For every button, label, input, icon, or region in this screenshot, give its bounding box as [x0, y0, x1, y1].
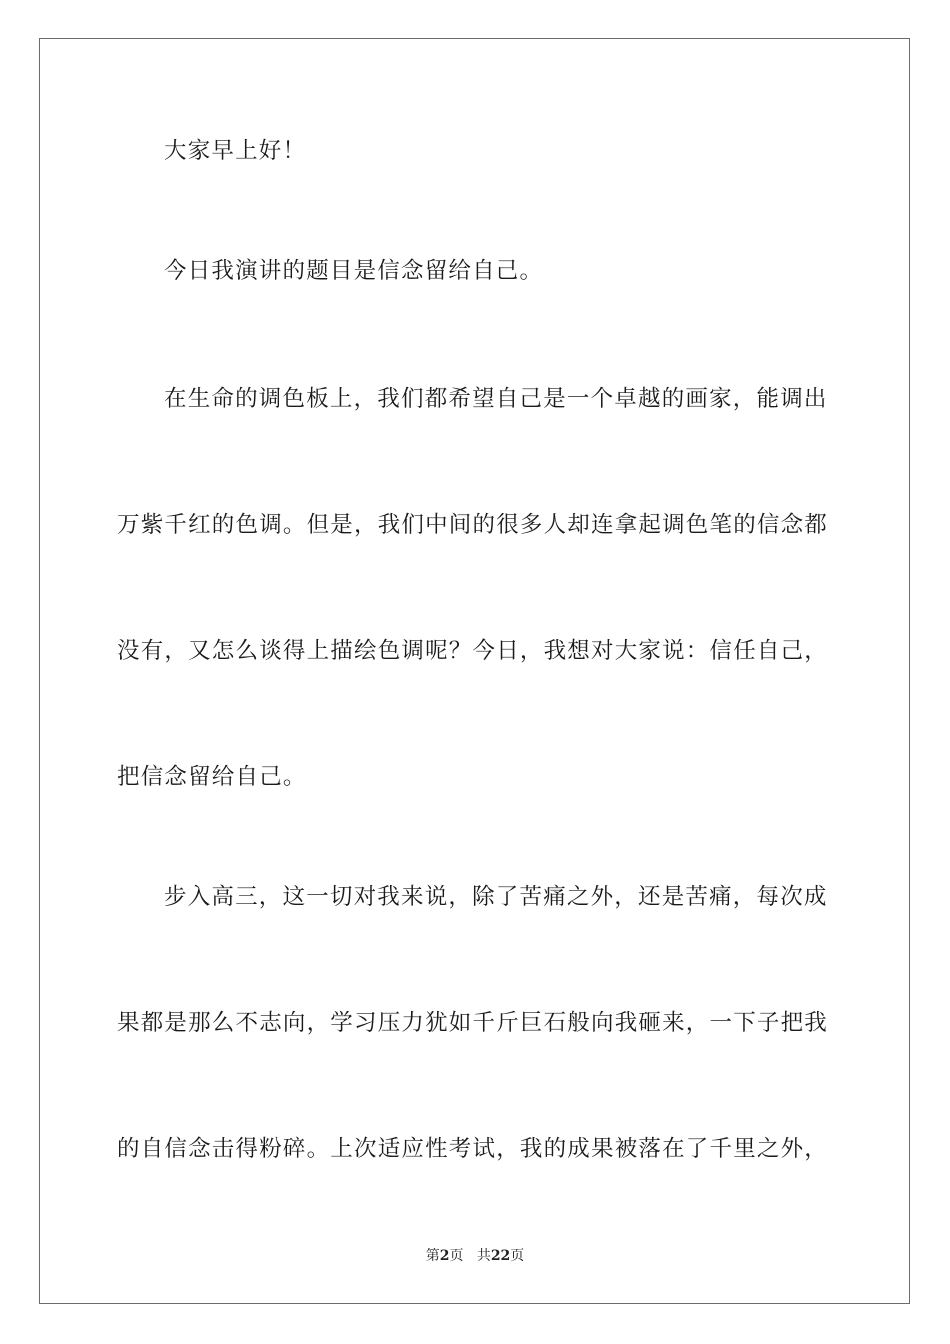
paragraph-line: 万紫千红的色调。但是，我们中间的很多人却连拿起调色笔的信念都 [117, 512, 829, 538]
paragraph-line: 果都是那么不志向，学习压力犹如千斤巨石般向我砸来，一下子把我 [117, 1010, 829, 1036]
total-suffix: 页 [510, 1248, 525, 1264]
page-border [39, 38, 910, 1304]
paragraph-line: 步入高三，这一切对我来说，除了苦痛之外，还是苦痛，每次成 [164, 884, 828, 910]
page-suffix: 页 [449, 1248, 464, 1264]
total-pages: 22 [490, 1248, 511, 1264]
total-prefix: 共 [476, 1248, 491, 1264]
topic-line: 今日我演讲的题目是信念留给自己。 [164, 258, 544, 284]
paragraph-line: 没有，又怎么谈得上描绘色调呢？今日，我想对大家说：信任自己， [117, 638, 829, 664]
paragraph-line: 在生命的调色板上，我们都希望自己是一个卓越的画家，能调出 [164, 386, 828, 412]
paragraph-line: 的自信念击得粉碎。上次适应性考试，我的成果被落在了千里之外， [117, 1136, 829, 1162]
paragraph-line: 把信念留给自己。 [117, 764, 307, 790]
page-prefix: 第 [425, 1248, 440, 1264]
greeting-line: 大家早上好！ [164, 138, 307, 164]
page-footer [0, 1246, 950, 1266]
page-number: 2 [439, 1248, 450, 1264]
